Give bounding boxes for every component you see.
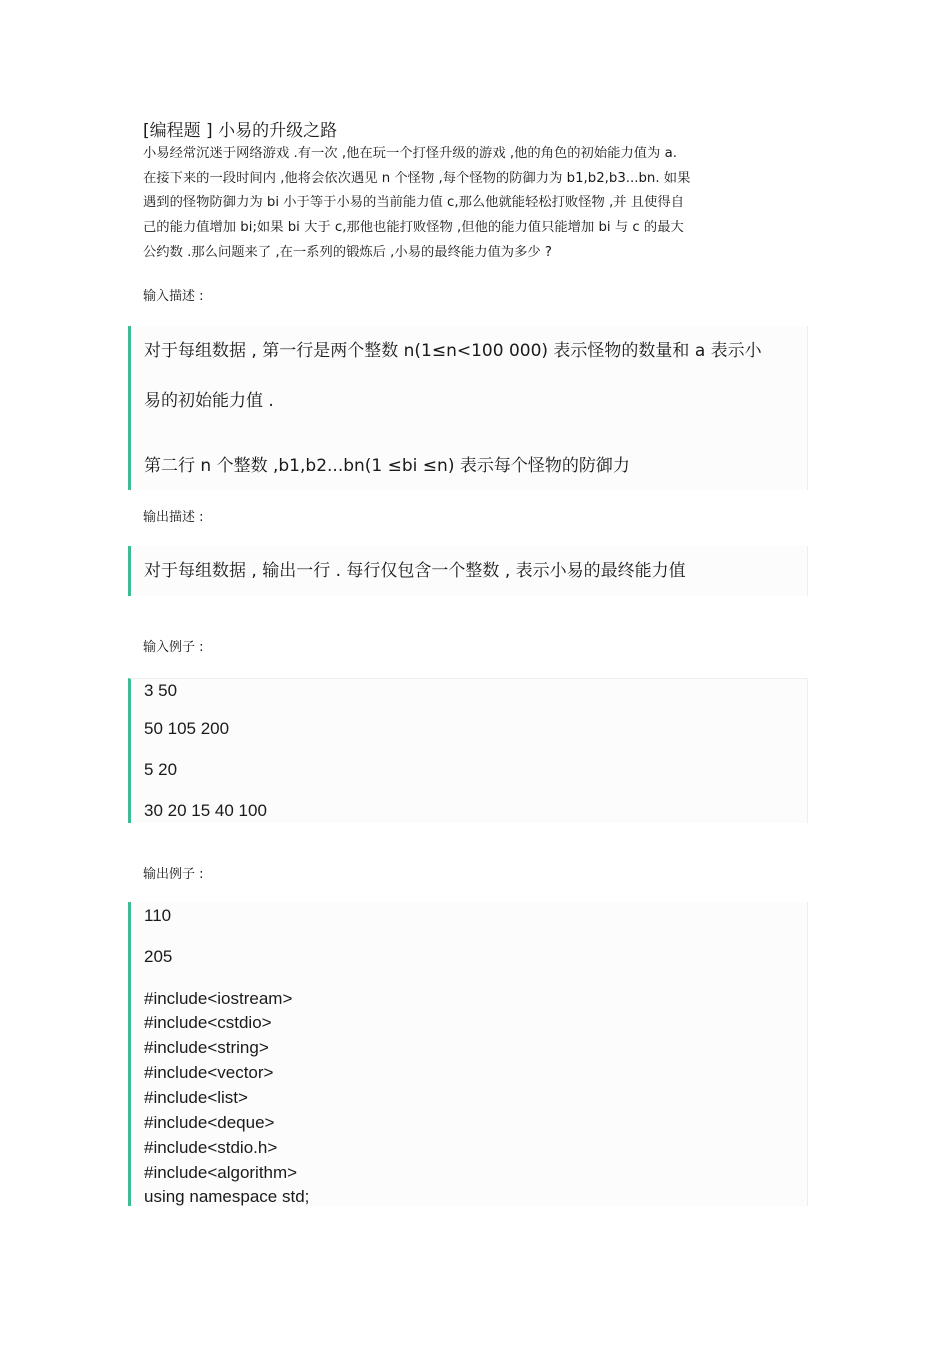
description-line: 遇到的怪物防御力为 bi 小于等于小易的当前能力值 c,那么他就能轻松打败怪物 ,并 且使得自	[143, 195, 685, 211]
input-description-line: 易的初始能力值 .	[144, 391, 274, 411]
input-description-line: 对于每组数据 , 第一行是两个整数 n(1≤n<100 000) 表示怪物的数量和 a 表示小	[144, 341, 762, 361]
code-line: #include<stdio.h>	[144, 1138, 278, 1157]
code-line: #include<algorithm>	[144, 1163, 298, 1182]
code-line: #include<deque>	[144, 1113, 275, 1132]
output-example-box	[128, 902, 808, 1206]
code-line: #include<string>	[144, 1038, 269, 1057]
input-example-line: 3 50	[144, 681, 178, 700]
output-example-line: 205	[144, 947, 173, 966]
code-line: #include<list>	[144, 1088, 248, 1107]
code-line: #include<cstdio>	[144, 1013, 272, 1032]
problem-description	[143, 142, 805, 265]
problem-title: [编程题 ] 小易的升级之路	[143, 121, 338, 141]
code-line: #include<iostream>	[144, 989, 293, 1008]
description-line: 在接下来的一段时间内 ,他将会依次遇见 n 个怪物 ,每个怪物的防御力为 b1,b2,b3...bn. 如果	[143, 170, 691, 186]
input-example-label: 输入例子 :	[143, 640, 204, 655]
description-line: 己的能力值增加 bi;如果 bi 大于 c,那他也能打败怪物 ,但他的能力值只能增加 bi 与 c 的最大	[143, 220, 684, 236]
input-example-line: 5 20	[144, 760, 178, 779]
output-example-label: 输出例子 :	[143, 867, 204, 882]
input-description-label: 输入描述 :	[143, 289, 204, 304]
input-example-box	[128, 678, 808, 823]
output-description-label: 输出描述 :	[143, 510, 204, 525]
output-description-line: 对于每组数据 , 输出一行 . 每行仅包含一个整数 , 表示小易的最终能力值	[144, 561, 686, 581]
input-description-line: 第二行 n 个整数 ,b1,b2...bn(1 ≤bi ≤n) 表示每个怪物的防御力	[144, 456, 630, 476]
output-example-line: 110	[144, 906, 172, 925]
input-example-line: 30 20 15 40 100	[144, 801, 267, 820]
input-example-line: 50 105 200	[144, 719, 230, 738]
input-description-box	[128, 326, 808, 490]
code-line: using namespace std;	[144, 1187, 310, 1206]
output-description-box	[128, 546, 808, 596]
description-line: 公约数 .那么问题来了 ,在一系列的锻炼后 ,小易的最终能力值为多少 ?	[143, 244, 552, 260]
description-line: 小易经常沉迷于网络游戏 .有一次 ,他在玩一个打怪升级的游戏 ,他的角色的初始能力值为 a.	[143, 146, 677, 161]
code-line: #include<vector>	[144, 1063, 274, 1082]
